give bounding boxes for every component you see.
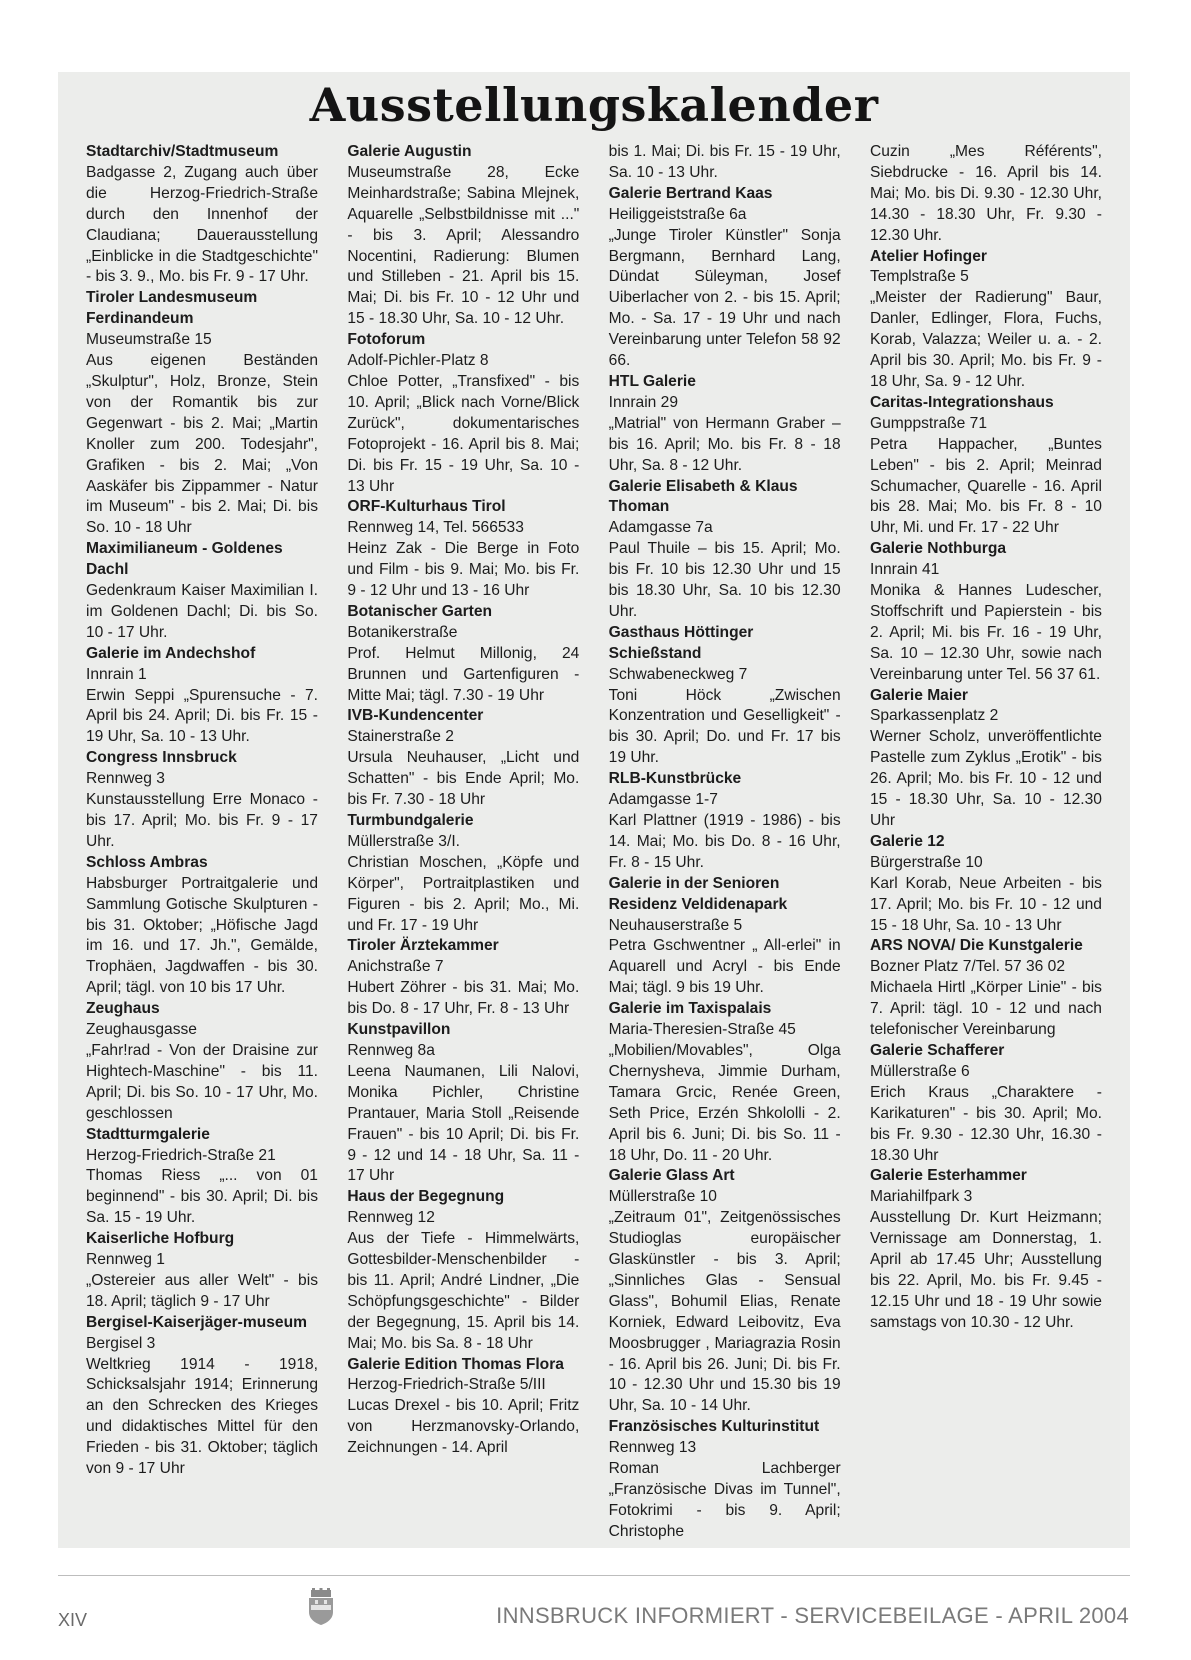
venue-name: Zeughaus xyxy=(86,1000,160,1018)
calendar-entry xyxy=(86,999,318,1124)
exhibition-details: Aus eigenen Beständen „Skulptur", Holz, Bronze, Stein von der Romantik bis zur Gegenwart - bis 2. Mai; „Martin Knoller zum 200. Todesjahr", Grafiken - bis 2. Mai; „Von Aaskäfer bis Zippammer - Natur im Museum" - bis 2. Mai; Di. bis So. 10 - 18 Uhr xyxy=(86,352,318,537)
calendar-entry xyxy=(347,330,579,497)
venue-name: Atelier Hofinger xyxy=(869,247,987,265)
calendar-entry xyxy=(609,372,841,477)
venue-name: Gasthaus Höttinger Schießstand xyxy=(608,623,754,662)
calendar-entry xyxy=(870,832,1102,937)
calendar-entry xyxy=(870,393,1102,539)
calendar-entry xyxy=(870,936,1102,1041)
venue-name: Galerie Schafferer xyxy=(869,1041,1005,1059)
venue-name: IVB-Kundencenter xyxy=(347,707,484,725)
exhibition-details: Ursula Neuhauser, „Licht und Schatten" - bis Ende April; Mo. bis Fr. 7.30 - 18 Uhr xyxy=(347,749,580,809)
venue-name: Congress Innsbruck xyxy=(86,749,237,767)
venue-address: Innrain 1 xyxy=(86,665,147,683)
calendar-entry xyxy=(609,769,841,874)
venue-name: Stadtarchiv/Stadtmuseum xyxy=(86,143,279,160)
venue-address: Rennweg 12 xyxy=(347,1209,435,1227)
venue-address: Rennweg 3 xyxy=(86,770,165,788)
exhibition-details: Paul Thuile – bis 15. April; Mo. bis Fr. 10 bis 12.30 Uhr und 15 bis 18.30 Uhr, Sa. 10 bis 12.30 Uhr. xyxy=(608,540,841,620)
venue-address: Mariahilfpark 3 xyxy=(869,1188,973,1206)
page-number: XIV xyxy=(58,1610,88,1630)
venue-name: Galerie Esterhammer xyxy=(869,1167,1027,1185)
exhibition-details: „Zeitraum 01", Zeitgenössisches Studioglas europäischer Glaskünstler - bis 3. April; „Sinnliches Glas - Sensual Glass", Bohumil Elias, Renate Korniek, Edward Leibovitz, Eva Moosbrugger , Mariagrazia Rosin - 16. April bis 26. Juni; Di. bis Fr. 10 - 12.30 Uhr und 15.30 bis 19 Uhr, Sa. 10 - 14 Uhr. xyxy=(608,1209,841,1415)
venue-address: Sparkassenplatz 2 xyxy=(869,707,999,725)
exhibition-details: „Matrial" von Hermann Graber – bis 16. April; Mo. bis Fr. 8 - 18 Uhr, Sa. 8 - 12 Uhr. xyxy=(608,414,841,474)
venue-name: Schloss Ambras xyxy=(86,853,208,871)
venue-address: Zeughausgasse xyxy=(86,1021,197,1039)
exhibition-details: Habsburger Portraitgalerie und Sammlung Gotische Skulpturen - bis 31. Oktober; „Höfische Jagd im 16. und 17. Jh.", Gemälde, Trophäen, Jagdwaffen - bis 30. April; tägl. von 10 bis 17 Uhr. xyxy=(86,874,318,997)
calendar-entry xyxy=(870,539,1102,685)
exhibition-details: Cuzin „Mes Référents", Siebdrucke - 16. April bis 14. Mai; Mo. bis Di. 9.30 - 12.30 Uhr, 14.30 - 18.30 Uhr, Fr. 9.30 - 12.30 Uhr. xyxy=(869,143,1102,244)
exhibition-details: Heinz Zak - Die Berge in Foto und Film - bis 9. Mai; Mo. bis Fr. 9 - 12 Uhr und 13 - 16 Uhr xyxy=(347,540,580,600)
publication-footer: INNSBRUCK INFORMIERT - SERVICEBEILAGE - APRIL 2004 xyxy=(496,1603,1129,1628)
venue-address: Müllerstraße 10 xyxy=(608,1188,717,1206)
exhibition-details: Toni Höck „Zwischen Konzentration und Geselligkeit" - bis 30. April; Do. und Fr. 17 bis 19 Uhr. xyxy=(608,686,841,767)
calendar-entry xyxy=(870,247,1102,393)
exhibition-details: Hubert Zöhrer - bis 31. Mai; Mo. bis Do. 8 - 17 Uhr, Fr. 8 - 13 Uhr xyxy=(347,979,580,1018)
venue-address: Heiliggeiststraße 6a xyxy=(608,205,747,223)
venue-address: Müllerstraße 6 xyxy=(869,1062,970,1080)
venue-address: Müllerstraße 3/I. xyxy=(347,832,460,850)
calendar-panel xyxy=(58,72,1130,1548)
calendar-column xyxy=(86,142,318,1543)
calendar-entry xyxy=(347,1355,579,1460)
venue-name: Französisches Kulturinstitut xyxy=(608,1418,820,1436)
exhibition-details: Badgasse 2, Zugang auch über die Herzog-Friedrich-Straße durch den Innenhof der Claudiana; Dauerausstellung „Einblicke in die Stadtgeschichte" - bis 3. 9., Mo. bis Fr. 9 - 17 Uhr. xyxy=(86,163,318,286)
venue-name: Haus der Begegnung xyxy=(347,1188,505,1206)
calendar-entry xyxy=(86,853,318,999)
venue-name: Galerie Edition Thomas Flora xyxy=(347,1355,564,1373)
venue-name: ORF-Kulturhaus Tirol xyxy=(347,498,506,516)
calendar-entry xyxy=(86,748,318,853)
calendar-entry xyxy=(86,142,318,288)
venue-address: Innrain 29 xyxy=(608,393,679,411)
calendar-columns xyxy=(86,142,1102,1543)
venue-name: Fotoforum xyxy=(347,331,426,349)
exhibition-details: Prof. Helmut Millonig, 24 Brunnen und Gartenfiguren - Mitte Mai; tägl. 7.30 - 19 Uhr xyxy=(347,644,580,704)
calendar-entry xyxy=(609,477,841,623)
exhibition-details: Thomas Riess „... von 01 beginnend" - bis 30. April; Di. bis Sa. 15 - 19 Uhr. xyxy=(86,1167,318,1227)
calendar-entry xyxy=(609,874,841,999)
exhibition-details: Erwin Seppi „Spurensuche - 7. April bis 24. April; Di. bis Fr. 15 - 19 Uhr, Sa. 10 - 13 Uhr. xyxy=(86,686,318,746)
venue-address: Herzog-Friedrich-Straße 5/III xyxy=(347,1376,546,1394)
exhibition-details: „Junge Tiroler Künstler" Sonja Bergmann, Bernhard Lang, Dündat Süleyman, Josef Uiberlacher von 2. - bis 15. April; Mo. - Sa. 17 - 19 Uhr und nach Vereinbarung unter Telefon 58 92 66. xyxy=(608,226,841,370)
calendar-entry xyxy=(86,1313,318,1480)
venue-address: Adamgasse 1-7 xyxy=(608,791,718,809)
exhibition-details: Monika & Hannes Ludescher, Stoffschrift und Papierstein - bis 2. April; Mi. bis Fr. 16 - 19 Uhr, Sa. 10 – 12.30 Uhr, sowie nach Vereinbarung unter Tel. 56 37 61. xyxy=(869,582,1102,683)
venue-address: Innrain 41 xyxy=(869,561,940,579)
calendar-entry xyxy=(86,539,318,644)
calendar-column xyxy=(609,142,841,1543)
calendar-entry xyxy=(609,1166,841,1417)
venue-address: Anichstraße 7 xyxy=(347,958,444,976)
calendar-entry xyxy=(347,142,579,330)
venue-name: Galerie Glass Art xyxy=(608,1167,735,1185)
venue-name: Kunstpavillon xyxy=(347,1021,451,1039)
venue-name: Bergisel-Kaiserjäger-museum xyxy=(86,1313,308,1331)
calendar-entry xyxy=(609,623,841,769)
venue-address: Museumstraße 15 xyxy=(86,331,212,349)
exhibition-details: Aus der Tiefe - Himmelwärts, Gottesbilder-Menschenbilder - bis 11. April; André Lindner, „Die Schöpfungsgeschichte" - Bilder der Begegnung, 15. April bis 14. Mai; Mo. bis Sa. 8 - 18 Uhr xyxy=(347,1230,580,1352)
calendar-entry xyxy=(347,1020,579,1187)
calendar-entry xyxy=(347,602,579,707)
exhibition-details: Erich Kraus „Charaktere - Karikaturen" - bis 30. April; Mo. bis Fr. 9.30 - 12.30 Uhr, 16.30 - 18.30 Uhr xyxy=(869,1083,1102,1164)
venue-address: Bürgerstraße 10 xyxy=(869,853,983,871)
venue-name: Caritas-Integrationshaus xyxy=(869,393,1054,411)
calendar-entry xyxy=(347,497,579,602)
exhibition-details: Leena Naumanen, Lili Nalovi, Monika Pichler, Christine Prantauer, Maria Stoll „Reisende Frauen" - bis 10 April; Di. bis Fr. 9 - 12 und 14 - 18 Uhr, Sa. 11 - 17 Uhr xyxy=(347,1062,580,1185)
calendar-entry xyxy=(870,1041,1102,1166)
exhibition-details: Karl Plattner (1919 - 1986) - bis 14. Mai; Mo. bis Do. 8 - 16 Uhr, Fr. 8 - 15 Uhr. xyxy=(608,812,841,871)
calendar-entry xyxy=(609,1417,841,1542)
venue-name: Galerie 12 xyxy=(869,832,945,850)
exhibition-details: Kunstausstellung Erre Monaco - bis 17. April; Mo. bis Fr. 9 - 17 Uhr. xyxy=(86,791,318,850)
exhibition-details: Karl Korab, Neue Arbeiten - bis 17. April; Mo. bis Fr. 10 - 12 und 15 - 18 Uhr, Sa. 10 - 13 Uhr xyxy=(869,874,1102,934)
calendar-entry xyxy=(347,811,579,936)
exhibition-details: bis 1. Mai; Di. bis Fr. 15 - 19 Uhr, Sa. 10 - 13 Uhr. xyxy=(608,143,841,181)
venue-address: Stainerstraße 2 xyxy=(347,728,454,746)
venue-address: Herzog-Friedrich-Straße 21 xyxy=(86,1146,276,1164)
venue-name: ARS NOVA/ Die Kunstgalerie xyxy=(869,937,1083,955)
venue-address: Botanikerstraße xyxy=(347,623,458,641)
venue-name: Galerie Nothburga xyxy=(869,540,1007,558)
venue-address: Neuhauserstraße 5 xyxy=(608,916,743,934)
venue-name: Botanischer Garten xyxy=(347,602,493,620)
venue-name: Kaiserliche Hofburg xyxy=(86,1230,235,1248)
exhibition-details: „Ostereier aus aller Welt" - bis 18. April; täglich 9 - 17 Uhr xyxy=(86,1271,318,1310)
venue-address: Adamgasse 7a xyxy=(608,519,713,537)
calendar-entry xyxy=(870,686,1102,832)
exhibition-details: Petra Happacher, „Buntes Leben" - bis 2. April; Meinrad Schumacher, Quarelle - 16. April bis 28. Mai; Mo. bis Fr. 8 - 10 Uhr, Mi. und Fr. 17 - 22 Uhr xyxy=(869,435,1102,537)
exhibition-details: „Fahr!rad - Von der Draisine zur Hightech-Maschine" - bis 11. April; Di. bis So. 10 - 17 Uhr, Mo. geschlossen xyxy=(86,1041,318,1122)
exhibition-details: „Mobilien/Movables", Olga Chernysheva, Jimmie Durham, Tamara Grcic, Renée Green, Seth Price, Erzén Shkololli - 2. April bis 6. Juni; Di. bis So. 11 - 18 Uhr, Do. 11 - 20 Uhr. xyxy=(608,1041,841,1164)
venue-address: Rennweg 13 xyxy=(608,1439,697,1457)
venue-name: Galerie in der Senioren Residenz Veldidenapark xyxy=(608,874,788,913)
exhibition-details: Petra Gschwentner „ All-erlei" in Aquarell und Acryl - bis Ende Mai; tägl. 9 bis 19 Uhr. xyxy=(608,937,841,997)
calendar-entry xyxy=(86,288,318,539)
footer-divider xyxy=(58,1575,1130,1576)
venue-address: Adolf-Pichler-Platz 8 xyxy=(347,352,489,370)
calendar-entry xyxy=(347,706,579,811)
calendar-column xyxy=(347,142,579,1543)
exhibition-details: Christian Moschen, „Köpfe und Körper", Portraitplastiken und Figuren - bis 2. April; Mo., Mi. und Fr. 17 - 19 Uhr xyxy=(347,853,580,934)
venue-address: Rennweg 8a xyxy=(347,1041,435,1059)
venue-address: Maria-Theresien-Straße 45 xyxy=(608,1021,796,1039)
venue-name: Turmbundgalerie xyxy=(347,812,474,829)
exhibition-details: Werner Scholz, unveröffentlichte Pastelle zum Zyklus „Erotik" - bis 26. April; Mo. bis Fr. 10 - 12 und 15 - 18.30 Uhr, Sa. 10 - 12.30 Uhr xyxy=(869,728,1102,829)
venue-name: Tiroler Ärztekammer xyxy=(347,937,499,955)
calendar-entry xyxy=(86,1125,318,1230)
exhibition-details: Michaela Hirtl „Körper Linie" - bis 7. April: tägl. 10 - 12 und nach telefonischer Vereinbarung xyxy=(869,979,1102,1039)
venue-address: Rennweg 1 xyxy=(86,1251,165,1269)
calendar-entry xyxy=(609,184,841,372)
calendar-entry xyxy=(870,142,1102,247)
venue-address: Gumppstraße 71 xyxy=(869,414,987,432)
exhibition-details: Roman Lachberger „Französische Divas im Tunnel", Fotokrimi - bis 9. April; Christophe xyxy=(608,1460,841,1540)
page-title: Ausstellungskalender xyxy=(309,78,879,132)
exhibition-details: Gedenkraum Kaiser Maximilian I. im Goldenen Dachl; Di. bis So. 10 - 17 Uhr. xyxy=(86,582,318,641)
calendar-column xyxy=(870,142,1102,1543)
venue-name: Galerie Elisabeth & Klaus Thoman xyxy=(608,477,798,516)
calendar-entry xyxy=(347,1187,579,1354)
venue-name: Maximilianeum - Goldenes Dachl xyxy=(86,540,283,579)
venue-address: Templstraße 5 xyxy=(869,268,969,286)
exhibition-details: Weltkrieg 1914 - 1918, Schicksalsjahr 1914; Erinnerung an den Schrecken des Krieges und didaktisches Mittel für den Frieden - bis 31. Oktober; täglich von 9 - 17 Uhr xyxy=(86,1355,318,1478)
venue-address: Bozner Platz 7/Tel. 57 36 02 xyxy=(869,958,1066,976)
calendar-entry xyxy=(870,1166,1102,1333)
venue-address: Schwabeneckweg 7 xyxy=(608,665,748,683)
exhibition-details: Ausstellung Dr. Kurt Heizmann; Vernissage am Donnerstag, 1. April ab 17.45 Uhr; Ausstellung bis 22. April, Mo. bis Fr. 9.45 - 12.15 Uhr und 18 - 19 Uhr sowie samstags von 10.30 - 12 Uhr. xyxy=(869,1209,1102,1331)
exhibition-details: Chloe Potter, „Transfixed" - bis 10. April; „Blick nach Vorne/Blick Zurück", dokumentarisches Fotoprojekt - 16. April bis 8. Mai; Di. bis Fr. 15 - 19 Uhr, Sa. 10 - 13 Uhr xyxy=(347,372,580,495)
exhibition-details: „Meister der Radierung" Baur, Danler, Edlinger, Flora, Fuchs, Korab, Valazza; Weiler u. a. - 2. April bis 30. April; Mo. bis Fr. 9 - 18 Uhr, Sa. 9 - 12 Uhr. xyxy=(869,289,1102,390)
venue-name: Galerie im Andechshof xyxy=(86,644,256,662)
venue-name: Tiroler Landesmuseum Ferdinandeum xyxy=(86,289,258,328)
venue-name: Galerie Maier xyxy=(869,686,968,704)
calendar-entry xyxy=(609,999,841,1166)
venue-address: Rennweg 14, Tel. 566533 xyxy=(347,519,524,537)
venue-address: Bergisel 3 xyxy=(86,1334,156,1352)
venue-name: Stadtturmgalerie xyxy=(86,1125,210,1143)
venue-name: HTL Galerie xyxy=(608,372,696,390)
innsbruck-crest-icon xyxy=(306,1588,336,1626)
exhibition-details: Museumstraße 28, Ecke Meinhardstraße; Sabina Mlejnek, Aquarelle „Selbstbildnisse mit ..." - bis 3. April; Alessandro Nocentini, Radierung: Blumen und Stilleben - 21. April bis 15. Mai; Di. bis Fr. 10 - 12 Uhr und 15 - 18.30 Uhr, Sa. 10 - 12 Uhr. xyxy=(347,163,580,328)
venue-name: RLB-Kunstbrücke xyxy=(608,770,742,788)
calendar-entry xyxy=(86,644,318,749)
venue-name: Galerie Bertrand Kaas xyxy=(608,184,773,202)
calendar-entry xyxy=(347,936,579,1020)
calendar-entry xyxy=(86,1229,318,1313)
exhibition-details: Lucas Drexel - bis 10. April; Fritz von Herzmanovsky-Orlando, Zeichnungen - 14. April xyxy=(347,1397,580,1457)
venue-name: Galerie im Taxispalais xyxy=(608,1000,772,1018)
calendar-entry xyxy=(609,142,841,184)
venue-name: Galerie Augustin xyxy=(347,143,472,160)
